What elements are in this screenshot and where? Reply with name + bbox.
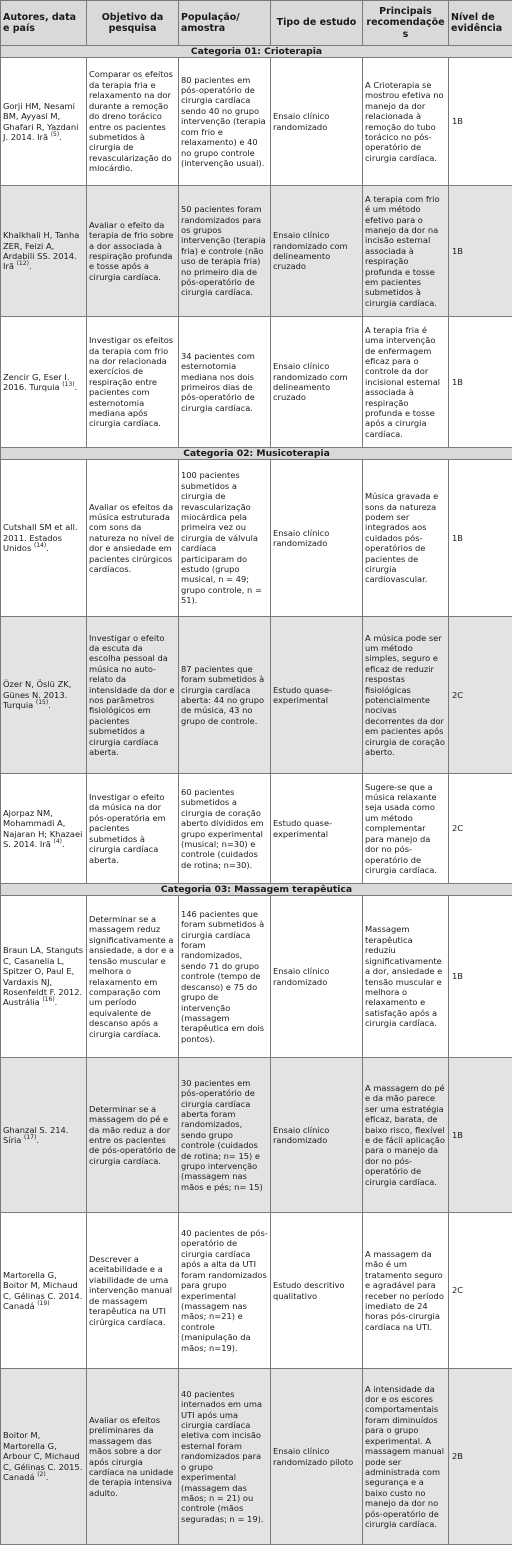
table-row: [1, 1369, 512, 1545]
cell-objective: Investigar o efeito da escuta da escolha pessoal da música no auto-relato da intensidade da dor e nos parâmetros fisiológicos em pacientes submetidos a cirurgia cardíaca aberta.: [87, 617, 179, 774]
header-recommendations: Principais recomendações: [363, 1, 449, 46]
authors-tail: .: [28, 261, 32, 272]
reference-number: (2): [37, 1471, 46, 1479]
cell-recommendations: A intensidade da dor e os escores comportamentais foram diminuídos para o grupo experimental. A massagem manual pode ser administrada com segurança e a baixo custo no manejo da dor no pós-operatório de cirurgia cardíaca.: [363, 1369, 449, 1545]
cell-evidence: 1B: [449, 58, 512, 186]
table-row: [1, 1058, 512, 1213]
category-row: [1, 884, 512, 896]
cell-authors: [1, 317, 87, 448]
authors-text: Özer N, Öslü ZK, Günes N. 2013. Turquia: [3, 679, 72, 711]
cell-population: 40 pacientes de pós-operatório de cirurgia cardíaca após a alta da UTI foram randomizados para grupo experimental (massagem nas mãos; n=21) e controle (manipulação da mãos; n=19).: [179, 1213, 271, 1369]
cell-evidence: 2B: [449, 1369, 512, 1545]
cell-population: 60 pacientes submetidos a cirurgia de coração aberto divididos em grupo experimental (musical; n=30) e controle (cuidados de rotina; n=30).: [179, 774, 271, 884]
authors-text: Martorella G, Boitor M, Michaud C, Gélinas C. 2014. Canadá: [3, 1269, 83, 1311]
table-row: [1, 617, 512, 774]
reference-number: (16): [42, 996, 55, 1004]
table-row: [1, 58, 512, 186]
cell-recommendations: Massagem terapêutica reduziu significativamente a dor, ansiedade e tensão muscular e melhora o relaxamento e satisfação após a cirurgia cardíaca.: [363, 896, 449, 1058]
cell-recommendations: A Crioterapia se mostrou efetiva no manejo da dor relacionada à remoção do tubo torácico no pós-operatório de cirurgia cardíaca.: [363, 58, 449, 186]
authors-text: Khalkhali H, Tanha ZER, Feizi A, Ardabili SS. 2014. Irã: [3, 230, 80, 272]
cell-objective: Determinar se a massagem reduz significativamente a ansiedade, a dor e a tensão muscular e melhora o relaxamento em comparação com um período equivalente de descanso após a cirurgia cardíaca.: [87, 896, 179, 1058]
cell-authors: [1, 460, 87, 617]
category-label: Categoria 03: Massagem terapêutica: [1, 884, 512, 896]
cell-authors: [1, 186, 87, 317]
cell-authors: [1, 896, 87, 1058]
authors-text: Braun LA, Stanguts C, Casanelia L, Spitzer O, Paul E, Vardaxis NJ, Rosenfeldt F. 2012. Austrália: [3, 945, 84, 1008]
cell-recommendations: Música gravada e sons da natureza podem ser integrados aos cuidados pós-operatórios de pacientes de cirurgia cardiovascular.: [363, 460, 449, 617]
cell-evidence: 1B: [449, 896, 512, 1058]
header-population: População/ amostra: [179, 1, 271, 46]
table-row: [1, 774, 512, 884]
table-row: [1, 1213, 512, 1369]
cell-authors: [1, 617, 87, 774]
cell-population: 146 pacientes que foram submetidos à cirurgia cardíaca foram randomizados, sendo 71 do grupo controle (tempo de descanso) e 75 do grupo de intervenção (massagem terapêutica em dois pontos).: [179, 896, 271, 1058]
cell-objective: Avaliar os efeitos da música estruturada com sons da natureza no nível de dor e ansiedade em pacientes cirúrgicos cardíacos.: [87, 460, 179, 617]
cell-evidence: 2C: [449, 617, 512, 774]
cell-objective: Determinar se a massagem do pé e da mão reduz a dor entre os pacientes de pós-operatório de cirurgia cardíaca.: [87, 1058, 179, 1213]
cell-study-type: Ensaio clínico randomizado piloto: [271, 1369, 363, 1545]
cell-population: 50 pacientes foram randomizados para os grupos intervenção (terapia fria) e controle (não uso de terapia fria) no primeiro dia de pós-operatório de cirurgia cardíaca.: [179, 186, 271, 317]
header-authors: Autores, data e país: [1, 1, 87, 46]
category-label: Categoria 02: Musicoterapia: [1, 448, 512, 460]
cell-study-type: Ensaio clínico randomizado: [271, 896, 363, 1058]
authors-text: Gorji HM, Nesami BM, Ayyasi M, Ghafari R, Yazdani J. 2014. Irã: [3, 100, 79, 142]
cell-objective: Avaliar os efeitos preliminares da massagem das mãos sobre a dor após cirurgia cardíaca na unidade de terapia intensiva adulto.: [87, 1369, 179, 1545]
cell-recommendations: A terapia fria é uma intervenção de enfermagem eficaz para o controle da dor incisional esternal associada à respiração profunda e tosse após a cirurgia cardíaca.: [363, 317, 449, 448]
authors-tail: .: [59, 131, 62, 142]
table-row: [1, 186, 512, 317]
reference-number: (17): [24, 1134, 37, 1142]
cell-study-type: Estudo descritivo qualitativo: [271, 1213, 363, 1369]
authors-tail: .: [74, 382, 78, 392]
table-row: [1, 317, 512, 448]
cell-study-type: Ensaio clínico randomizado com delineamento cruzado: [271, 317, 363, 448]
cell-population: 40 pacientes internados em uma UTI após uma cirurgia cardíaca eletiva com incisão esternal foram randomizados para o grupo experimental (massagem das mãos; n = 21) ou controle (mãos seguradas; n = 19).: [179, 1369, 271, 1545]
cell-objective: Investigar os efeitos da terapia com frio na dor relacionada exercícios de respiração entre pacientes com esternotomia mediana após cirurgia cardíaca.: [87, 317, 179, 448]
header-row: [1, 1, 512, 46]
cell-population: 87 pacientes que foram submetidos à cirurgia cardíaca aberta: 44 no grupo de música, 43 no grupo de controle.: [179, 617, 271, 774]
cell-authors: [1, 58, 87, 186]
cell-study-type: Ensaio clínico randomizado: [271, 58, 363, 186]
reference-number: (15): [35, 699, 49, 707]
table-row: [1, 460, 512, 617]
cell-recommendations: A música pode ser um método simples, seguro e eficaz de reduzir respostas fisiológicas potencialmente nocivas decorrentes da dor em pacientes após cirurgia de coração aberto.: [363, 617, 449, 774]
cell-population: 30 pacientes em pós-operatório de cirurgia cardíaca aberta foram randomizados, sendo grupo controle (cuidados de rotina; n= 15) e grupo intervenção (massagem nas mãos e pés; n= 15): [179, 1058, 271, 1213]
cell-authors: [1, 1369, 87, 1545]
reference-number: (19): [37, 1300, 50, 1308]
cell-recommendations: A massagem do pé e da mão parece ser uma estratégia eficaz, barata, de baixo risco, flexível e de fácil aplicação para o manejo da dor no pós-operatório de cirurgia cardíaca.: [363, 1058, 449, 1213]
cell-population: 80 pacientes em pós-operatório de cirurgia cardíaca sendo 40 no grupo intervenção (terapia com frio e relaxamento) e 40 no grupo controle (intervenção usual).: [179, 58, 271, 186]
cell-study-type: Ensaio clínico randomizado com delineamento cruzado: [271, 186, 363, 317]
cell-evidence: 1B: [449, 460, 512, 617]
cell-population: 100 pacientes submetidos a cirurgia de revascularização miocárdica pela primeira vez ou cirurgia de válvula cardíaca participaram do estudo (grupo musical, n = 49; grupo controle, n = 51).: [179, 460, 271, 617]
reference-number: (14): [33, 542, 47, 550]
authors-tail: .: [46, 543, 49, 554]
authors-text: Cutshall SM et all. 2011. Estados Unidos: [3, 522, 78, 554]
cell-evidence: 1B: [449, 186, 512, 317]
header-objective: Objetivo da pesquisa: [87, 1, 179, 46]
authors-text: Ghanzal S. 214. Síria: [3, 1124, 69, 1145]
cell-evidence: 2C: [449, 1213, 512, 1369]
authors-text: Ajorpaz NM, Mohammadi A, Najaran H; Khazaei S. 2014. Irã: [3, 807, 83, 849]
cell-authors: [1, 774, 87, 884]
authors-tail: .: [62, 838, 65, 849]
cell-objective: Comparar os efeitos da terapia fria e relaxamento na dor durante a remoção do dreno torácico entre os pacientes submetidos à cirurgia de revascularização do miocárdio.: [87, 58, 179, 186]
reference-number: (12): [16, 260, 29, 268]
authors-tail: .: [45, 1472, 49, 1483]
authors-tail: .: [36, 1135, 39, 1145]
category-row: [1, 448, 512, 460]
cell-recommendations: Sugere-se que a música relaxante seja usada como um método complementar para manejo da dor no pós-operatório de cirurgia cardíaca.: [363, 774, 449, 884]
reference-number: (4): [53, 838, 63, 846]
cell-study-type: Ensaio clínico randomizado: [271, 1058, 363, 1213]
cell-recommendations: A terapia com frio é um método efetivo para o manejo da dor na incisão esternal associada à respiração profunda e tosse em pacientes submetidos à cirurgia cardíaca.: [363, 186, 449, 317]
reference-number: (5): [50, 131, 60, 139]
cell-evidence: 2C: [449, 774, 512, 884]
cell-evidence: 1B: [449, 317, 512, 448]
authors-tail: .: [54, 997, 58, 1008]
cell-authors: [1, 1213, 87, 1369]
reference-number: (13): [62, 381, 75, 389]
authors-tail: .: [48, 700, 51, 711]
cell-objective: Descrever a aceitabilidade e a viabilidade de uma intervenção manual de massagem terapêutica na UTI cirúrgica cardíaca.: [87, 1213, 179, 1369]
category-label: Categoria 01: Crioterapia: [1, 46, 512, 58]
cell-objective: Avaliar o efeito da terapia de frio sobre a dor associada à respiração profunda e tosse após a cirurgia cardíaca.: [87, 186, 179, 317]
cell-objective: Investigar o efeito da música na dor pós-operatória em pacientes submetidos à cirurgia cardíaca aberta.: [87, 774, 179, 884]
cell-study-type: Ensaio clínico randomizado: [271, 460, 363, 617]
authors-text: Boitor M, Martorella G, Arbour C, Michaud C, Gélinas C. 2015. Canadá: [3, 1430, 83, 1483]
cell-recommendations: A massagem da mão é um tratamento seguro e agradável para receber no período imediato de 24 horas pós-cirurgia cardíaca na UTI.: [363, 1213, 449, 1369]
header-study-type: Tipo de estudo: [271, 1, 363, 46]
authors-text: Zencir G, Eser I. 2016. Turquia: [3, 371, 70, 392]
cell-study-type: Estudo quase-experimental: [271, 617, 363, 774]
table-row: [1, 896, 512, 1058]
cell-evidence: 1B: [449, 1058, 512, 1213]
cell-authors: [1, 1058, 87, 1213]
cell-study-type: Estudo quase-experimental: [271, 774, 363, 884]
category-row: [1, 46, 512, 58]
header-evidence: Nível de evidência: [449, 1, 512, 46]
cell-population: 34 pacientes com esternotomia mediana nos dois primeiros dias de pós-operatório de cirurgia cardíaca.: [179, 317, 271, 448]
